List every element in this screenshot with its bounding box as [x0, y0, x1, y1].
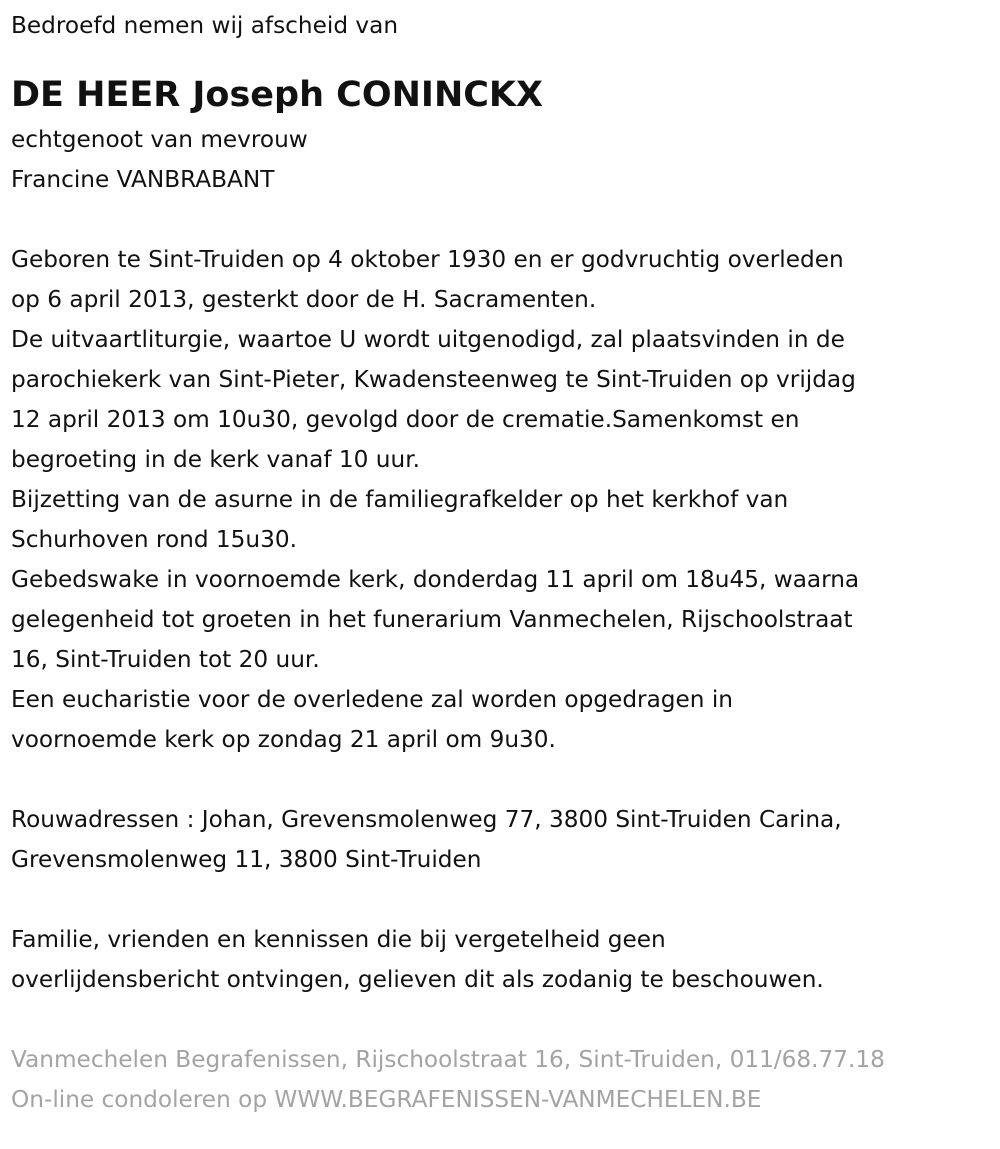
spacer [11, 200, 991, 240]
body-line: gelegenheid tot groeten in het funerarium Vanmechelen, Rijschoolstraat [11, 606, 853, 633]
deceased-name: DE HEER Joseph CONINCKX [11, 75, 544, 115]
body-line: Bijzetting van de asurne in de familiegrafkelder op het kerkhof van [11, 486, 789, 513]
closing-line-1: Familie, vrienden en kennissen die bij vergetelheid geen [11, 926, 666, 953]
body-line: begroeting in de kerk vanaf 10 uur. [11, 446, 420, 473]
body-line: 12 april 2013 om 10u30, gevolgd door de crematie.Samenkomst en [11, 406, 800, 433]
body-line: op 6 april 2013, gesterkt door de H. Sacramenten. [11, 286, 597, 313]
funeral-home-footer [11, 1040, 991, 1120]
closing-note [11, 920, 991, 1000]
mourning-addresses [11, 800, 991, 880]
spacer [11, 760, 991, 800]
body-line: 16, Sint-Truiden tot 20 uur. [11, 646, 320, 673]
closing-line-2: overlijdensbericht ontvingen, gelieven dit als zodanig te beschouwen. [11, 966, 824, 993]
footer-contact: Vanmechelen Begrafenissen, Rijschoolstraat 16, Sint-Truiden, 011/68.77.18 [11, 1046, 885, 1073]
intro-text: Bedroefd nemen wij afscheid van [11, 12, 399, 39]
spouse-line-2: Francine VANBRABANT [11, 166, 275, 193]
spacer [11, 880, 991, 920]
body-line: parochiekerk van Sint-Pieter, Kwadensteenweg te Sint-Truiden op vrijdag [11, 366, 856, 393]
spacer [11, 1000, 991, 1040]
address-line-2: Grevensmolenweg 11, 3800 Sint-Truiden [11, 846, 482, 873]
body-line: De uitvaartliturgie, waartoe U wordt uitgenodigd, zal plaatsvinden in de [11, 326, 845, 353]
address-line-1: Rouwadressen : Johan, Grevensmolenweg 77, 3800 Sint-Truiden Carina, [11, 806, 842, 833]
spouse-line-1: echtgenoot van mevrouw [11, 126, 308, 153]
body-line: Een eucharistie voor de overledene zal worden opgedragen in [11, 686, 733, 713]
body-line: voornoemde kerk op zondag 21 april om 9u30. [11, 726, 556, 753]
notice-body [11, 240, 991, 760]
death-notice [11, 8, 991, 1120]
body-line: Gebedswake in voornoemde kerk, donderdag 11 april om 18u45, waarna [11, 566, 860, 593]
body-line: Geboren te Sint-Truiden op 4 oktober 1930 en er godvruchtig overleden [11, 246, 844, 273]
body-line: Schurhoven rond 15u30. [11, 526, 297, 553]
footer-condolence-link[interactable]: On-line condoleren op WWW.BEGRAFENISSEN-VANMECHELEN.BE [11, 1086, 762, 1113]
